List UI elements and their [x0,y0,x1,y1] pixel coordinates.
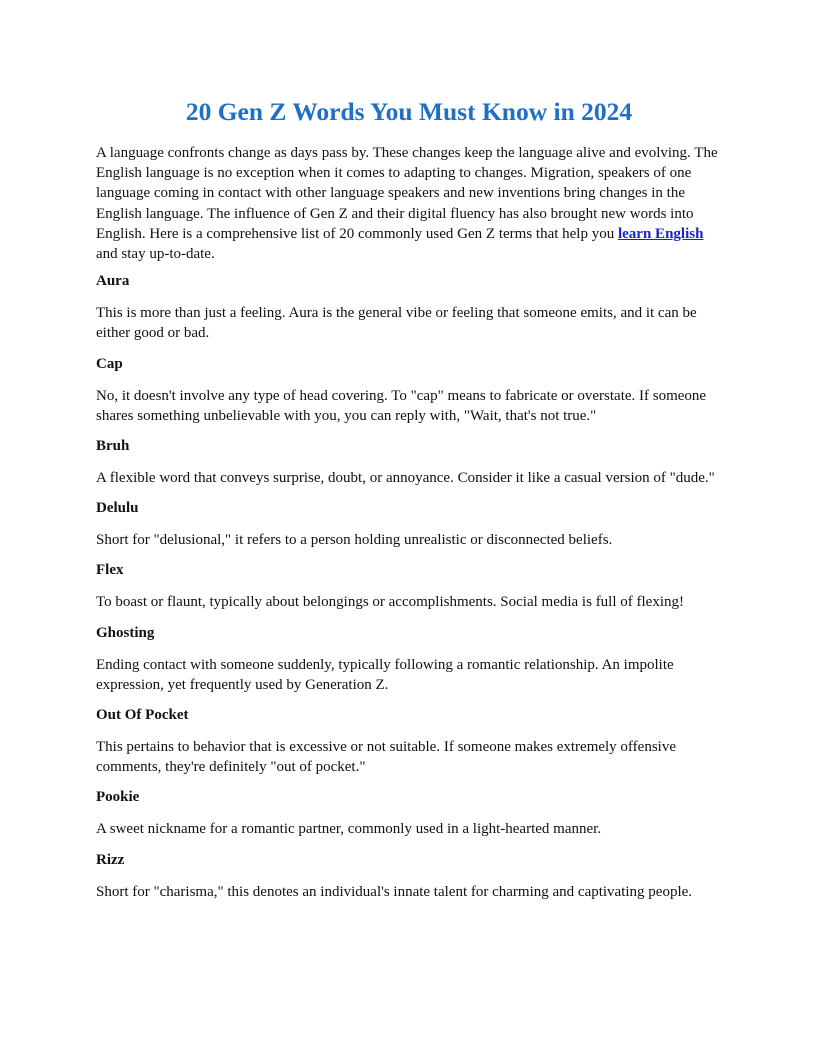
page-title: 20 Gen Z Words You Must Know in 2024 [185,97,633,126]
term-heading: Out Of Pocket [96,707,189,724]
term-definition: Ending contact with someone suddenly, typically following a romantic relationship. An impolite expression, yet frequently used by Generation Z. [96,656,674,693]
term-entry-delulu [96,498,722,550]
term-heading: Pookie [96,789,140,806]
term-entry-pookie [96,787,722,839]
term-definition: A flexible word that conveys surprise, doubt, or annoyance. Consider it like a casual version of "dude." [96,470,715,487]
document-page [96,92,722,912]
term-heading: Rizz [96,851,125,868]
term-heading: Cap [96,355,123,372]
term-definition: This pertains to behavior that is excessive or not suitable. If someone makes extremely offensive comments, they're definitely "out of pocket." [96,739,676,776]
intro-text-before-link: A language confronts change as days pass by. These changes keep the language alive and evolving. The English language is no exception when it comes to adapting to changes. Migration, speakers of one language coming in contact with other language speakers and new inventions bring changes in the English language. The influence of Gen Z and their digital fluency has also brought new words into English. Here is a comprehensive list of 20 commonly used Gen Z terms that help you [96,145,718,242]
term-definition: To boast or flaunt, typically about belongings or accomplishments. Social media is full of flexing! [96,594,684,611]
term-definition: Short for "charisma," this denotes an individual's innate talent for charming and captivating people. [96,883,693,900]
term-definition: No, it doesn't involve any type of head covering. To "cap" means to fabricate or overstate. If someone shares something unbelievable with you, you can reply with, "Wait, that's not true." [96,387,707,424]
term-entry-aura [96,271,722,343]
learn-english-link[interactable]: learn English [617,225,704,242]
term-definition: Short for "delusional," it refers to a person holding unrealistic or disconnected beliefs. [96,532,613,549]
term-entry-ghosting [96,623,722,695]
intro-text-after-link: and stay up-to-date. [96,246,215,263]
term-entry-bruh [96,436,722,488]
term-entry-cap [96,354,722,426]
term-entry-out-of-pocket [96,705,722,777]
term-entry-rizz [96,850,722,902]
term-heading: Flex [96,562,124,579]
term-heading: Ghosting [96,624,155,641]
term-definition: A sweet nickname for a romantic partner, commonly used in a light-hearted manner. [96,821,602,838]
term-heading: Aura [96,273,130,290]
term-entry-flex [96,560,722,612]
term-definition: This is more than just a feeling. Aura is the general vibe or feeling that someone emits, and it can be either good or bad. [96,305,697,342]
term-heading: Bruh [96,438,130,455]
intro-paragraph [96,143,722,264]
term-heading: Delulu [96,500,139,517]
